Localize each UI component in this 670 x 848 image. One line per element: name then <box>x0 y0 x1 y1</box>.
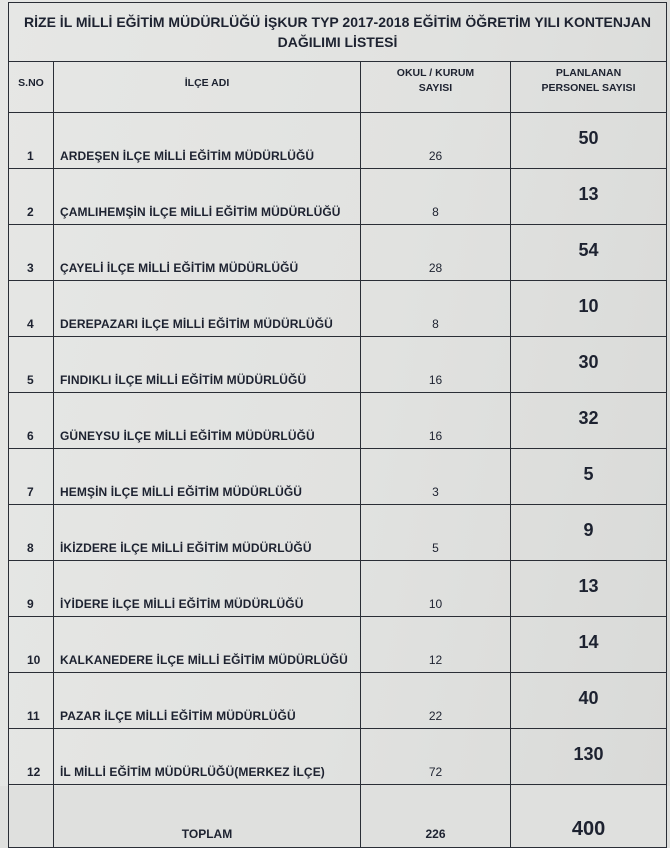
row-school-count: 28 <box>361 225 511 281</box>
row-planned-staff: 13 <box>511 169 667 225</box>
row-planned-staff: 40 <box>511 673 667 729</box>
row-planned-staff: 14 <box>511 617 667 673</box>
row-sno: 4 <box>9 281 54 337</box>
row-sno: 12 <box>9 729 54 785</box>
table-row <box>9 449 667 505</box>
header-count <box>361 62 511 113</box>
table-row <box>9 113 667 169</box>
table-row <box>9 729 667 785</box>
row-planned-staff: 30 <box>511 337 667 393</box>
table-row <box>9 505 667 561</box>
row-planned-staff: 9 <box>511 505 667 561</box>
header-plan <box>511 62 667 113</box>
row-district-name: İKİZDERE İLÇE MİLLİ EĞİTİM MÜDÜRLÜĞÜ <box>54 505 361 561</box>
table-row <box>9 561 667 617</box>
row-planned-staff: 130 <box>511 729 667 785</box>
row-district-name: İL MİLLİ EĞİTİM MÜDÜRLÜĞÜ(MERKEZ İLÇE) <box>54 729 361 785</box>
row-district-name: HEMŞİN İLÇE MİLLİ EĞİTİM MÜDÜRLÜĞÜ <box>54 449 361 505</box>
title-row <box>9 3 667 62</box>
row-school-count: 3 <box>361 449 511 505</box>
row-sno: 11 <box>9 673 54 729</box>
row-school-count: 22 <box>361 673 511 729</box>
row-school-count: 16 <box>361 393 511 449</box>
row-planned-staff: 32 <box>511 393 667 449</box>
row-planned-staff: 50 <box>511 113 667 169</box>
row-planned-staff: 54 <box>511 225 667 281</box>
quota-table <box>8 2 667 848</box>
table-row <box>9 225 667 281</box>
row-sno: 7 <box>9 449 54 505</box>
header-plan-line-2: PERSONEL SAYISI <box>541 82 636 94</box>
row-school-count: 12 <box>361 617 511 673</box>
header-sno: S.NO <box>9 62 54 113</box>
row-district-name: ÇAMLIHEMŞİN İLÇE MİLLİ EĞİTİM MÜDÜRLÜĞÜ <box>54 169 361 225</box>
row-planned-staff: 10 <box>511 281 667 337</box>
total-row <box>9 785 667 848</box>
row-school-count: 26 <box>361 113 511 169</box>
table-row <box>9 673 667 729</box>
row-school-count: 8 <box>361 281 511 337</box>
row-district-name: İYİDERE İLÇE MİLLİ EĞİTİM MÜDÜRLÜĞÜ <box>54 561 361 617</box>
row-district-name: GÜNEYSU İLÇE MİLLİ EĞİTİM MÜDÜRLÜĞÜ <box>54 393 361 449</box>
row-sno: 5 <box>9 337 54 393</box>
row-sno: 10 <box>9 617 54 673</box>
table-row <box>9 337 667 393</box>
row-district-name: ARDEŞEN İLÇE MİLLİ EĞİTİM MÜDÜRLÜĞÜ <box>54 113 361 169</box>
table-row <box>9 393 667 449</box>
total-count: 226 <box>361 785 511 848</box>
row-school-count: 10 <box>361 561 511 617</box>
table-row <box>9 281 667 337</box>
row-district-name: ÇAYELİ İLÇE MİLLİ EĞİTİM MÜDÜRLÜĞÜ <box>54 225 361 281</box>
header-row <box>9 62 667 113</box>
row-sno: 2 <box>9 169 54 225</box>
row-district-name: PAZAR İLÇE MİLLİ EĞİTİM MÜDÜRLÜĞÜ <box>54 673 361 729</box>
table-row <box>9 169 667 225</box>
row-planned-staff: 13 <box>511 561 667 617</box>
total-plan: 400 <box>511 785 667 848</box>
row-school-count: 72 <box>361 729 511 785</box>
row-school-count: 8 <box>361 169 511 225</box>
row-district-name: KALKANEDERE İLÇE MİLLİ EĞİTİM MÜDÜRLÜĞÜ <box>54 617 361 673</box>
row-sno: 6 <box>9 393 54 449</box>
title-line-2: DAĞILIMI LİSTESİ <box>277 34 398 50</box>
header-count-line-2: SAYISI <box>418 82 453 94</box>
row-school-count: 5 <box>361 505 511 561</box>
row-planned-staff: 5 <box>511 449 667 505</box>
total-sno <box>9 785 54 848</box>
row-district-name: DEREPAZARI İLÇE MİLLİ EĞİTİM MÜDÜRLÜĞÜ <box>54 281 361 337</box>
row-sno: 8 <box>9 505 54 561</box>
header-name: İLÇE ADI <box>54 62 361 113</box>
row-school-count: 16 <box>361 337 511 393</box>
row-sno: 9 <box>9 561 54 617</box>
document-title <box>9 3 667 62</box>
header-count-line-1: OKUL / KURUM <box>396 67 475 79</box>
row-sno: 3 <box>9 225 54 281</box>
title-line-1: RİZE İL MİLLİ EĞİTİM MÜDÜRLÜĞÜ İŞKUR TYP 2017-2018 EĞİTİM ÖĞRETİM YILI KONTENJAN <box>24 14 651 30</box>
row-sno: 1 <box>9 113 54 169</box>
header-plan-line-1: PLANLANAN <box>555 67 622 79</box>
total-label: TOPLAM <box>54 785 361 848</box>
table-row <box>9 617 667 673</box>
row-district-name: FINDIKLI İLÇE MİLLİ EĞİTİM MÜDÜRLÜĞÜ <box>54 337 361 393</box>
